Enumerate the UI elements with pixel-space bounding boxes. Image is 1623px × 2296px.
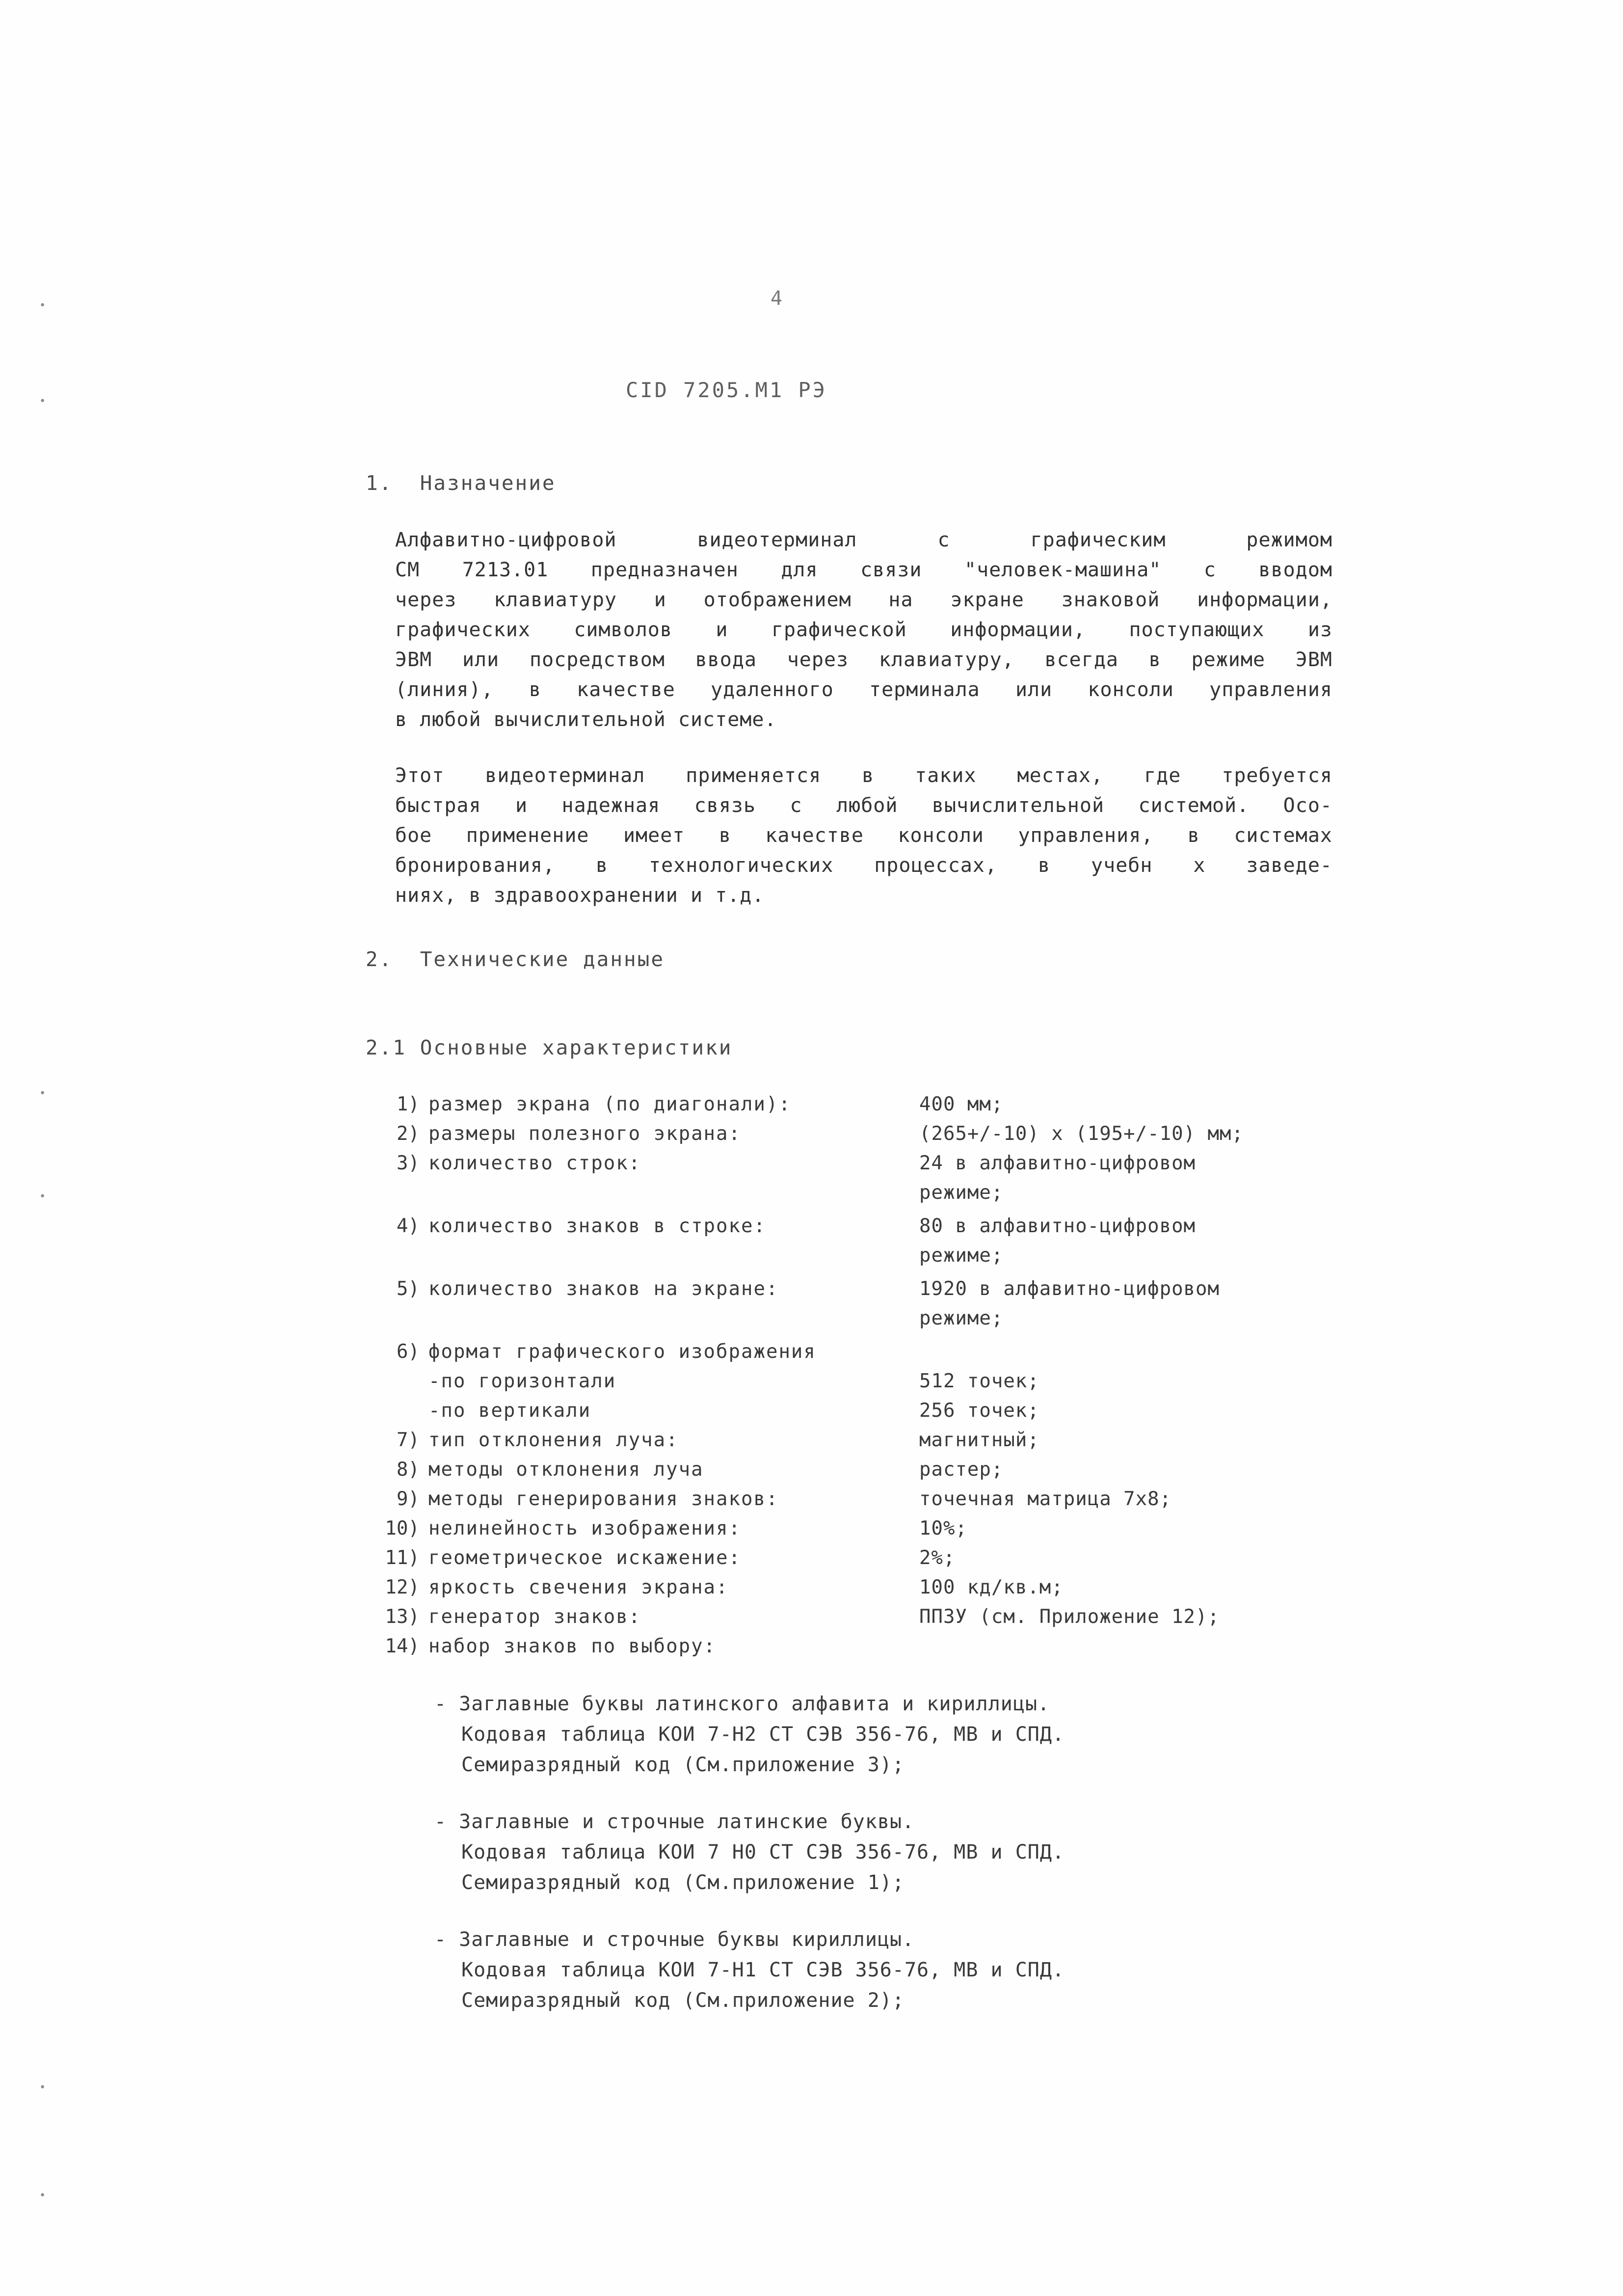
spec-value <box>919 1602 1336 1632</box>
spec-value-line: 100 кд/кв.м; <box>919 1576 1064 1598</box>
spec-number: 9) <box>397 1488 420 1510</box>
spec-row <box>373 1455 1335 1485</box>
spec-row <box>373 1514 1335 1543</box>
spec-value-line: 256 точек; <box>919 1400 1039 1422</box>
paragraph-line: быстрая и надежная связь с любой вычислительной системой. Осо- <box>395 794 1332 817</box>
paragraph-line: бронирования, в технологических процессах, в учебн х заведе- <box>395 854 1332 877</box>
spec-value-line: ППЗУ (см. Приложение 12); <box>919 1606 1220 1628</box>
spec-number <box>373 1396 428 1426</box>
charset-title: - Заглавные буквы латинского алфавита и кириллицы. <box>434 1693 1050 1715</box>
spec-value <box>919 1090 1336 1119</box>
spec-value-line: магнитный; <box>919 1429 1039 1451</box>
spec-number: 14) <box>385 1635 420 1657</box>
spec-label: яркость свечения экрана: <box>428 1576 729 1598</box>
spec-value-line: 24 в алфавитно-цифровом <box>919 1152 1196 1174</box>
spec-value-line: режиме; <box>919 1182 1004 1204</box>
spec-number <box>373 1367 428 1396</box>
charset-title: - Заглавные и строчные латинские буквы. <box>434 1810 915 1833</box>
spec-label: тип отклонения луча: <box>428 1429 679 1451</box>
spec-number: 11) <box>385 1547 420 1569</box>
paragraph-line: (линия), в качестве удаленного терминала или консоли управления <box>395 678 1332 701</box>
spec-value <box>919 1632 1336 1661</box>
charset-detail: Семиразрядный код (См.приложение 3); <box>461 1754 905 1776</box>
margin-mark: • <box>39 2189 46 2202</box>
paragraph-line: через клавиатуру и отображением на экране знаковой информации, <box>395 589 1332 611</box>
spec-label: методы отклонения луча <box>428 1459 704 1481</box>
spec-row <box>373 1367 1335 1396</box>
spec-label: количество строк: <box>428 1152 641 1174</box>
spec-label: нелинейность изображения: <box>428 1517 741 1540</box>
margin-mark: • <box>39 299 46 312</box>
charset-detail: Кодовая таблица КОИ 7-Н1 СТ СЭВ 356-76, МВ и СПД. <box>461 1959 1065 1981</box>
spec-number: 4) <box>397 1215 420 1237</box>
spec-number: 7) <box>397 1429 420 1451</box>
charset-detail: Семиразрядный код (См.приложение 2); <box>461 1989 905 2012</box>
spec-row <box>373 1396 1335 1426</box>
spec-row <box>373 1485 1335 1514</box>
paragraph-line: ниях, в здравоохранении и т.д. <box>395 884 765 907</box>
spec-value-line: режиме; <box>919 1307 1004 1329</box>
spec-label: геометрическое искажение: <box>428 1547 741 1569</box>
page-number: 4 <box>771 287 783 310</box>
spec-number: 3) <box>397 1152 420 1174</box>
spec-label: формат графического изображения <box>428 1341 816 1363</box>
paragraph-line: СМ 7213.01 предназначен для связи "человек-машина" с вводом <box>395 559 1332 581</box>
spec-value-line: точечная матрица 7х8; <box>919 1488 1172 1510</box>
spec-label: методы генерирования знаков: <box>428 1488 779 1510</box>
spec-value-line: 400 мм; <box>919 1093 1004 1115</box>
section-1-paragraph-2 <box>395 761 1332 911</box>
spec-row <box>373 1274 1335 1333</box>
spec-row <box>373 1337 1335 1367</box>
paragraph-line: Этот видеотерминал применяется в таких местах, где требуется <box>395 764 1332 787</box>
spec-number: 6) <box>397 1341 420 1363</box>
charset-detail: Кодовая таблица КОИ 7 Н0 СТ СЭВ 356-76, МВ и СПД. <box>461 1841 1065 1864</box>
charset-detail: Кодовая таблица КОИ 7-Н2 СТ СЭВ 356-76, МВ и СПД. <box>461 1723 1065 1746</box>
charset-detail: Семиразрядный код (См.приложение 1); <box>461 1871 905 1894</box>
spec-value-line: 1920 в алфавитно-цифровом <box>919 1278 1220 1300</box>
spec-label: -по горизонтали <box>428 1370 616 1392</box>
section-1-heading: 1. Назначение <box>366 471 556 495</box>
section-2-heading: 2. Технические данные <box>366 947 665 971</box>
spec-row <box>373 1119 1335 1149</box>
spec-number: 10) <box>385 1517 420 1540</box>
spec-value <box>919 1337 1336 1367</box>
paragraph-line: бое применение имеет в качестве консоли управления, в системах <box>395 824 1332 847</box>
spec-number: 13) <box>385 1606 420 1628</box>
spec-row <box>373 1543 1335 1573</box>
section-2-1-heading: 2.1 Основные характеристики <box>366 1036 733 1059</box>
charset-title: - Заглавные и строчные буквы кириллицы. <box>434 1928 915 1951</box>
spec-value <box>919 1396 1336 1426</box>
paragraph-line: Алфавитно-цифровой видеотерминал с графическим режимом <box>395 529 1332 551</box>
spec-value <box>919 1485 1336 1514</box>
spec-label: -по вертикали <box>428 1400 591 1422</box>
margin-mark: • <box>39 1190 46 1203</box>
spec-label: количество знаков в строке: <box>428 1215 766 1237</box>
margin-mark: • <box>39 1087 46 1100</box>
spec-row <box>373 1632 1335 1661</box>
spec-label: размеры полезного экрана: <box>428 1123 741 1145</box>
spec-number: 12) <box>385 1576 420 1598</box>
spec-row <box>373 1149 1335 1208</box>
spec-row <box>373 1090 1335 1119</box>
spec-number: 8) <box>397 1459 420 1481</box>
spec-row <box>373 1212 1335 1270</box>
paragraph-line: ЭВМ или посредством ввода через клавиатуру, всегда в режиме ЭВМ <box>395 648 1332 671</box>
spec-value <box>919 1426 1336 1455</box>
spec-value <box>919 1543 1336 1573</box>
spec-value <box>919 1573 1336 1602</box>
spec-value-line: (265+/-10) х (195+/-10) мм; <box>919 1123 1244 1145</box>
spec-value <box>919 1514 1336 1543</box>
spec-label: генератор знаков: <box>428 1606 641 1628</box>
paragraph-line: графических символов и графической информации, поступающих из <box>395 619 1332 641</box>
spec-row <box>373 1573 1335 1602</box>
margin-mark: • <box>39 2081 46 2094</box>
spec-value <box>919 1367 1336 1396</box>
document-code: CID 7205.M1 РЭ <box>626 378 827 402</box>
spec-value <box>919 1212 1336 1270</box>
paragraph-line: в любой вычислительной системе. <box>395 708 777 731</box>
spec-value <box>919 1149 1336 1208</box>
spec-row <box>373 1426 1335 1455</box>
spec-label: размер экрана (по диагонали): <box>428 1093 791 1115</box>
charset-option <box>434 1689 1064 1780</box>
spec-number: 1) <box>397 1093 420 1115</box>
spec-value-line: 80 в алфавитно-цифровом <box>919 1215 1196 1237</box>
margin-mark: • <box>39 395 46 407</box>
spec-value-line: 10%; <box>919 1517 967 1540</box>
spec-value-line: растер; <box>919 1459 1004 1481</box>
spec-label: количество знаков на экране: <box>428 1278 779 1300</box>
charset-option <box>434 1807 1064 1898</box>
charset-option <box>434 1924 1064 2016</box>
spec-value-line: 512 точек; <box>919 1370 1039 1392</box>
spec-number: 5) <box>397 1278 420 1300</box>
section-1-paragraph-1 <box>395 525 1332 735</box>
spec-value <box>919 1274 1336 1333</box>
spec-value <box>919 1119 1336 1149</box>
spec-number: 2) <box>397 1123 420 1145</box>
spec-value-line: 2%; <box>919 1547 956 1569</box>
specifications-list <box>373 1090 1335 1661</box>
spec-label: набор знаков по выбору: <box>428 1635 717 1657</box>
spec-value <box>919 1455 1336 1485</box>
spec-value-line: режиме; <box>919 1244 1004 1267</box>
spec-row <box>373 1602 1335 1632</box>
